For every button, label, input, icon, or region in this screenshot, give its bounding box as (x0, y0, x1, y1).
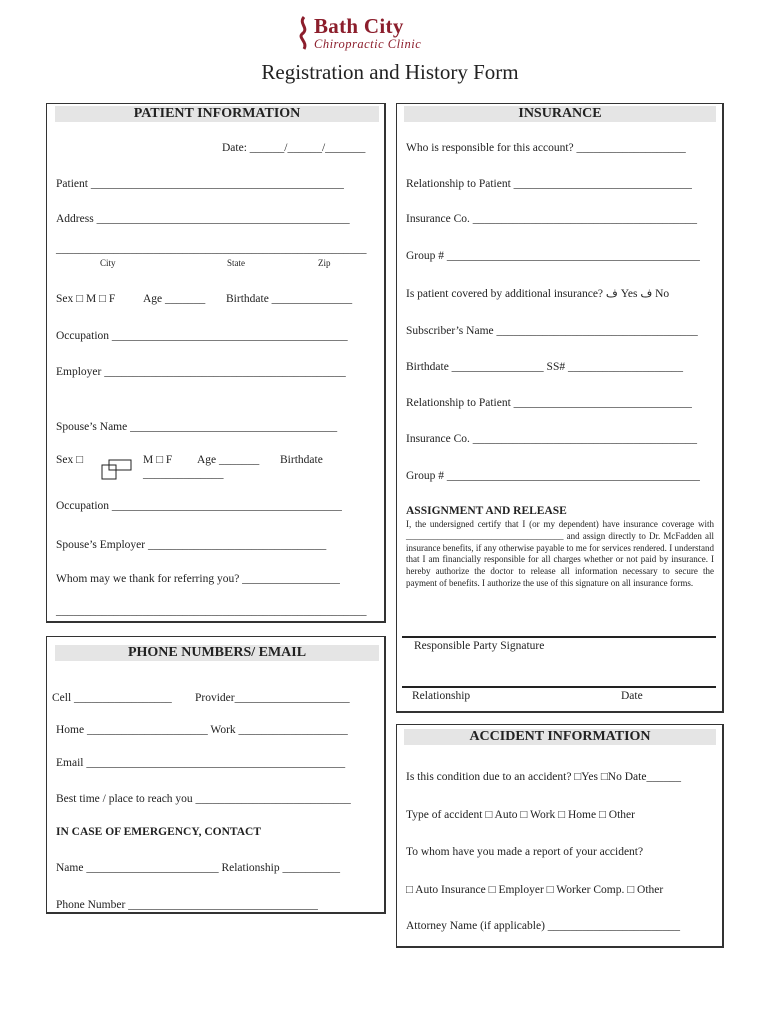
clinic-logo (296, 14, 446, 54)
home-work-field[interactable]: Home _____________________ Work ___________________ (56, 724, 348, 736)
accident-report-label: To whom have you made a report of your accident? (406, 846, 644, 858)
spouse-occupation-field[interactable]: Occupation ________________________________________ (56, 500, 342, 512)
insurance-company-field[interactable]: Insurance Co. _______________________________________ (406, 213, 697, 225)
report-options-checkboxes[interactable]: □ Auto Insurance □ Employer □ Worker Comp. □ Other (406, 884, 664, 896)
subscriber-birthdate-ss-field[interactable]: Birthdate ________________ SS# ____________________ (406, 361, 683, 373)
employer-field[interactable]: Employer __________________________________________ (56, 366, 346, 378)
checkbox-glyph-icon (101, 459, 133, 481)
state-label: State (227, 258, 245, 268)
cell-field[interactable]: Cell _________________ (52, 692, 172, 704)
city-label: City (100, 258, 116, 268)
spouse-employer-field[interactable]: Spouse’s Employer _______________________________ (56, 539, 327, 551)
patient-name-field[interactable]: Patient ____________________________________________ (56, 178, 344, 190)
emergency-heading: IN CASE OF EMERGENCY, CONTACT (56, 826, 262, 838)
emergency-name-field[interactable]: Name _______________________ Relationship __________ (56, 862, 340, 874)
spouse-mf-checkboxes[interactable]: M □ F (143, 454, 173, 466)
referral-line2-field[interactable]: ______________________________________________________ (56, 605, 367, 617)
zip-label: Zip (318, 258, 331, 268)
email-field[interactable]: Email _____________________________________________ (56, 757, 346, 769)
group-number-field[interactable]: Group # ____________________________________________ (406, 250, 700, 262)
assignment-heading: ASSIGNMENT AND RELEASE (406, 505, 567, 517)
address-field[interactable]: Address ____________________________________________ (56, 213, 350, 225)
address-line2-field[interactable]: ______________________________________________________ (56, 243, 367, 255)
group-number2-field[interactable]: Group # ____________________________________________ (406, 470, 700, 482)
spine-logo-icon (296, 16, 312, 50)
accident-condition-field[interactable]: Is this condition due to an accident? □Yes □No Date______ (406, 771, 681, 783)
relationship-signature-field[interactable]: Relationship (412, 690, 471, 702)
signature-line (402, 636, 716, 638)
relationship-field[interactable]: Relationship to Patient _______________________________ (406, 178, 692, 190)
insurance-company2-field[interactable]: Insurance Co. _______________________________________ (406, 433, 697, 445)
accident-box (396, 724, 724, 948)
additional-insurance-field[interactable]: Is patient covered by additional insurance? ف Yes ف No (406, 288, 670, 300)
occupation-field[interactable]: Occupation _________________________________________ (56, 330, 348, 342)
form-title: Registration and History Form (261, 60, 519, 84)
date-field[interactable]: Date: ______/______/_______ (222, 142, 366, 154)
accident-heading: ACCIDENT INFORMATION (404, 729, 716, 745)
spouse-sex-checkbox[interactable]: Sex □ (56, 454, 84, 466)
birthdate-field[interactable]: Birthdate ______________ (226, 293, 353, 305)
referral-field[interactable]: Whom may we thank for referring you? _________________ (56, 573, 340, 585)
spouse-birthdate-field[interactable]: ______________ (143, 468, 224, 480)
signature-field[interactable]: Responsible Party Signature (414, 640, 545, 652)
responsible-field[interactable]: Who is responsible for this account? ___________________ (406, 142, 686, 154)
emergency-phone-field[interactable]: Phone Number _________________________________ (56, 899, 318, 911)
date-signature-field[interactable]: Date (621, 690, 643, 702)
assignment-text: I, the undersigned certify that I (or my dependent) have insurance coverage with ___________________________________ and assign directly to Dr. McFadden all insurance benefits, if any otherwise payable to me for services rendered. I understand that I am financially responsible for all charges whether or not paid by insurance. I hereby authorize the doctor to release all information necessary to secure the payment of benefits. I authorize the use of this signature on all insurance forms. (406, 519, 714, 588)
attorney-field[interactable]: Attorney Name (if applicable) _______________________ (406, 920, 681, 932)
best-time-field[interactable]: Best time / place to reach you ___________________________ (56, 793, 351, 805)
insurance-heading: INSURANCE (404, 106, 716, 122)
age-field[interactable]: Age _______ (143, 293, 206, 305)
provider-field[interactable]: Provider____________________ (195, 692, 350, 704)
spouse-age-field[interactable]: Age _______ (197, 454, 260, 466)
spouse-birthdate-label: Birthdate (280, 454, 323, 466)
clinic-subtitle: Chiropractic Clinic (314, 37, 422, 51)
relationship-date-line (402, 686, 716, 688)
spouse-name-field[interactable]: Spouse’s Name ____________________________________ (56, 421, 338, 433)
sex-checkboxes[interactable]: Sex □ M □ F (56, 293, 116, 305)
accident-type-checkboxes[interactable]: Type of accident □ Auto □ Work □ Home □ Other (406, 809, 635, 821)
clinic-name: Bath City (314, 14, 404, 38)
relationship2-field[interactable]: Relationship to Patient _______________________________ (406, 397, 692, 409)
phone-heading: PHONE NUMBERS/ EMAIL (55, 645, 379, 661)
subscriber-name-field[interactable]: Subscriber’s Name ___________________________________ (406, 325, 698, 337)
patient-info-heading: PATIENT INFORMATION (55, 106, 379, 122)
